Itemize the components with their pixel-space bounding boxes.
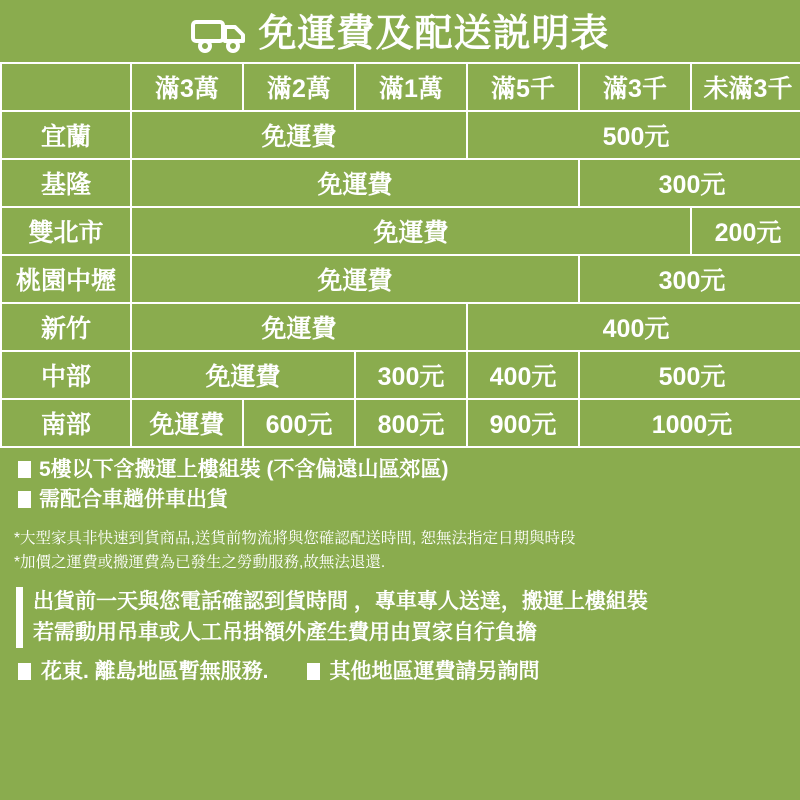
table-row [1,207,800,255]
page-header [0,0,800,62]
table-col-header-1: 滿2萬 [243,63,355,111]
footer-note-text: 花東. 離島地區暫無服務. [41,660,269,684]
square-bullet-icon [307,663,320,680]
table-cell: 400元 [467,303,800,351]
square-bullet-icon [18,663,31,680]
table-row [1,351,800,399]
table-cell: 300元 [579,159,800,207]
row-header-region: 雙北市 [1,207,131,255]
truck-icon [190,14,248,54]
table-cell: 免運費 [131,159,579,207]
page-title: 免運費及配送説明表 [258,13,610,55]
table-cell: 免運費 [131,255,579,303]
table-cell: 免運費 [131,351,355,399]
row-header-region: 中部 [1,351,131,399]
table-cell: 免運費 [131,207,691,255]
table-cell: 300元 [579,255,800,303]
table-row [1,303,800,351]
vertical-bar-icon [16,587,23,648]
table-cell: 900元 [467,399,579,447]
note-text: 5樓以下含搬運上樓組裝 (不含偏遠山區郊區) [39,458,449,481]
table-cell: 500元 [579,351,800,399]
table-cell: 免運費 [131,111,467,159]
table-col-header-5: 未滿3千 [691,63,800,111]
table-row [1,111,800,159]
table-col-header-3: 滿5千 [467,63,579,111]
footer-notes [18,660,800,683]
row-header-region: 南部 [1,399,131,447]
table-cell: 1000元 [579,399,800,447]
emphasis-line: 出貨前一天與您電話確認到貨時間 ，專車專人送達，搬運上樓組裝 [33,590,648,614]
table-cell: 800元 [355,399,467,447]
table-body [1,111,800,447]
row-header-region: 新竹 [1,303,131,351]
notes-list [18,458,800,511]
table-col-header-2: 滿1萬 [355,63,467,111]
square-bullet-icon [18,461,31,478]
table-col-header-0: 滿3萬 [131,63,243,111]
table-header-row [1,63,800,111]
table-col-header-4: 滿3千 [579,63,691,111]
emphasis-block [16,587,800,648]
table-cell: 400元 [467,351,579,399]
table-cell: 免運費 [131,399,243,447]
emphasis-line: 若需動用吊車或人工吊掛額外產生費用由買家自行負擔 [33,620,537,644]
table-cell: 500元 [467,111,800,159]
row-header-region: 基隆 [1,159,131,207]
fineprint-line: *大型家具非快速到貨商品,送貨前物流將與您確認配送時間, 恕無法指定日期與時段 [14,530,576,548]
table-corner-cell [1,63,131,111]
square-bullet-icon [18,491,31,508]
table-row [1,399,800,447]
table-row [1,255,800,303]
table-cell: 免運費 [131,303,467,351]
fineprint-line: *加價之運費或搬運費為已發生之勞動服務,故無法退還. [14,554,386,572]
shipping-fee-table [0,62,800,448]
note-item [18,488,800,511]
fineprint-block [14,527,800,575]
row-header-region: 宜蘭 [1,111,131,159]
table-cell: 200元 [691,207,800,255]
note-item [18,458,800,481]
table-cell: 600元 [243,399,355,447]
table-row [1,159,800,207]
footer-note-text: 其他地區運費請另詢問 [329,660,540,684]
note-text: 需配合車趟併車出貨 [39,488,228,512]
table-cell: 300元 [355,351,467,399]
row-header-region: 桃園中壢 [1,255,131,303]
